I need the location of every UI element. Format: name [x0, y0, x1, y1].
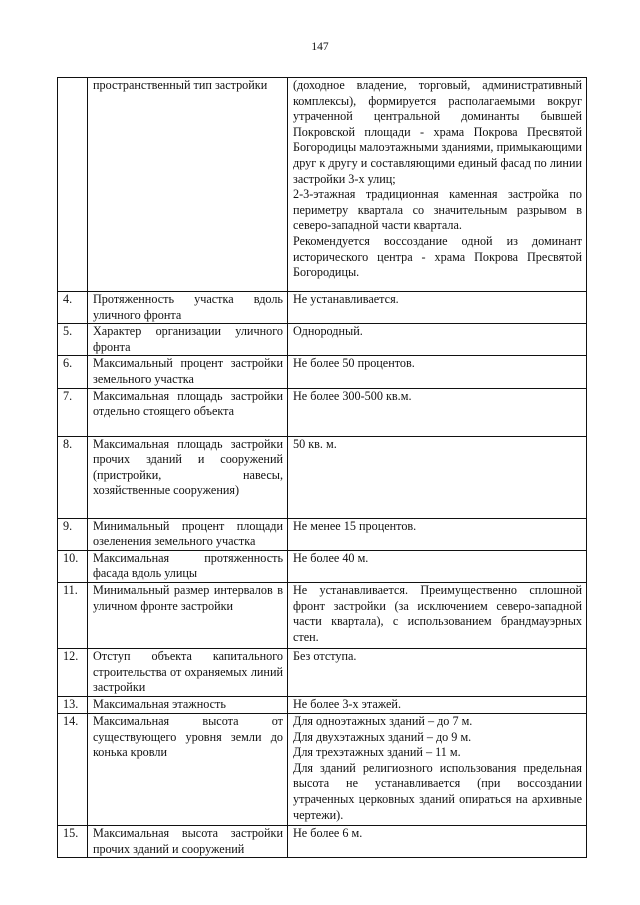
value-paragraph: (доходное владение, торговый, административный комплексы), формируется располагаемыми вокруг утраченной центральной доминанты бывшей Покровской площади - храма Покрова Пресвятой Богородицы малоэтажными зданиями, примыкающими друг к другу и составляющими единый фасад по линии застройки 3-х улиц;	[293, 78, 582, 186]
table-row	[58, 648, 587, 696]
parameter-value	[288, 582, 587, 648]
row-number: 10.	[58, 550, 88, 582]
parameter-name: Характер организации уличного фронта	[88, 324, 288, 356]
parameter-value	[288, 388, 587, 436]
table-row	[58, 550, 587, 582]
table-row	[58, 713, 587, 825]
row-number: 6.	[58, 356, 88, 388]
page-number: 147	[311, 41, 329, 53]
row-number: 11.	[58, 582, 88, 648]
value-paragraph: Для зданий религиозного использования предельная высота не устанавливается (при воссоздании утраченных церковных зданий опираться на архивные чертежи).	[293, 760, 582, 822]
parameter-name: пространственный тип застройки	[88, 78, 288, 292]
row-number: 5.	[58, 324, 88, 356]
value-paragraph: Без отступа.	[293, 648, 357, 663]
table-row	[58, 518, 587, 550]
value-paragraph: 50 кв. м.	[293, 436, 337, 451]
parameter-name: Максимальная протяженность фасада вдоль улицы	[88, 550, 288, 582]
row-number: 8.	[58, 436, 88, 518]
parameter-value	[288, 713, 587, 825]
parameter-name: Минимальный процент площади озеленения земельного участка	[88, 518, 288, 550]
row-number: 9.	[58, 518, 88, 550]
regulations-table	[57, 77, 587, 858]
parameter-name: Максимальная высота от существующего уровня земли до конька кровли	[88, 713, 288, 825]
value-paragraph: Не более 300-500 кв.м.	[293, 388, 412, 403]
value-paragraph: Для трехэтажных зданий – 11 м.	[293, 745, 461, 760]
row-number: 15.	[58, 825, 88, 857]
parameter-name: Протяженность участка вдоль уличного фронта	[88, 292, 288, 324]
parameter-value	[288, 324, 587, 356]
table-row	[58, 292, 587, 324]
table-row	[58, 324, 587, 356]
row-number: 7.	[58, 388, 88, 436]
parameter-name: Отступ объекта капитального строительства от охраняемых линий застройки	[88, 648, 288, 696]
value-paragraph: Не менее 15 процентов.	[293, 518, 417, 533]
parameter-value	[288, 518, 587, 550]
table-row	[58, 388, 587, 436]
parameter-value	[288, 648, 587, 696]
table-row	[58, 696, 587, 713]
row-number: 13.	[58, 696, 88, 713]
parameter-name: Максимальная высота застройки прочих зданий и сооружений	[88, 825, 288, 857]
value-paragraph: Не устанавливается.	[293, 292, 399, 306]
row-number	[58, 78, 88, 292]
value-paragraph: Для двухэтажных зданий – до 9 м.	[293, 729, 472, 744]
value-paragraph: Не устанавливается. Преимущественно сплошной фронт застройки (за исключением северо-западной части квартала), с использованием брандмауэрных стен.	[293, 582, 582, 644]
table-row	[58, 582, 587, 648]
row-number: 4.	[58, 292, 88, 324]
table-row	[58, 825, 587, 857]
row-number: 12.	[58, 648, 88, 696]
value-paragraph: Не более 3-х этажей.	[293, 696, 401, 711]
parameter-value	[288, 550, 587, 582]
value-paragraph: Не более 6 м.	[293, 825, 363, 840]
value-paragraph: Однородный.	[293, 324, 363, 339]
table-row	[58, 436, 587, 518]
value-paragraph: Для одноэтажных зданий – до 7 м.	[293, 713, 473, 728]
table-row	[58, 356, 587, 388]
table-row	[58, 78, 587, 292]
value-paragraph: 2-3-этажная традиционная каменная застройка по периметру квартала со значительным разрывом в северо-западной части квартала.	[293, 187, 582, 233]
parameter-value	[288, 292, 587, 324]
regulations-table-body	[58, 78, 587, 858]
parameter-name: Максимальный процент застройки земельного участка	[88, 356, 288, 388]
parameter-name: Максимальная площадь застройки прочих зданий и сооружений (пристройки, навесы, хозяйственные сооружения)	[88, 436, 288, 518]
parameter-value	[288, 696, 587, 713]
parameter-name: Максимальная площадь застройки отдельно стоящего объекта	[88, 388, 288, 436]
parameter-value	[288, 436, 587, 518]
parameter-name: Минимальный размер интервалов в уличном фронте застройки	[88, 582, 288, 648]
parameter-name: Максимальная этажность	[88, 696, 288, 713]
row-number: 14.	[58, 713, 88, 825]
parameter-value	[288, 356, 587, 388]
value-paragraph: Не более 40 м.	[293, 550, 369, 565]
parameter-value	[288, 78, 587, 292]
value-paragraph: Рекомендуется воссоздание одной из доминант исторического центра - храма Покрова Пресвятой Богородицы.	[293, 233, 582, 280]
parameter-value	[288, 825, 587, 857]
value-paragraph: Не более 50 процентов.	[293, 356, 415, 371]
